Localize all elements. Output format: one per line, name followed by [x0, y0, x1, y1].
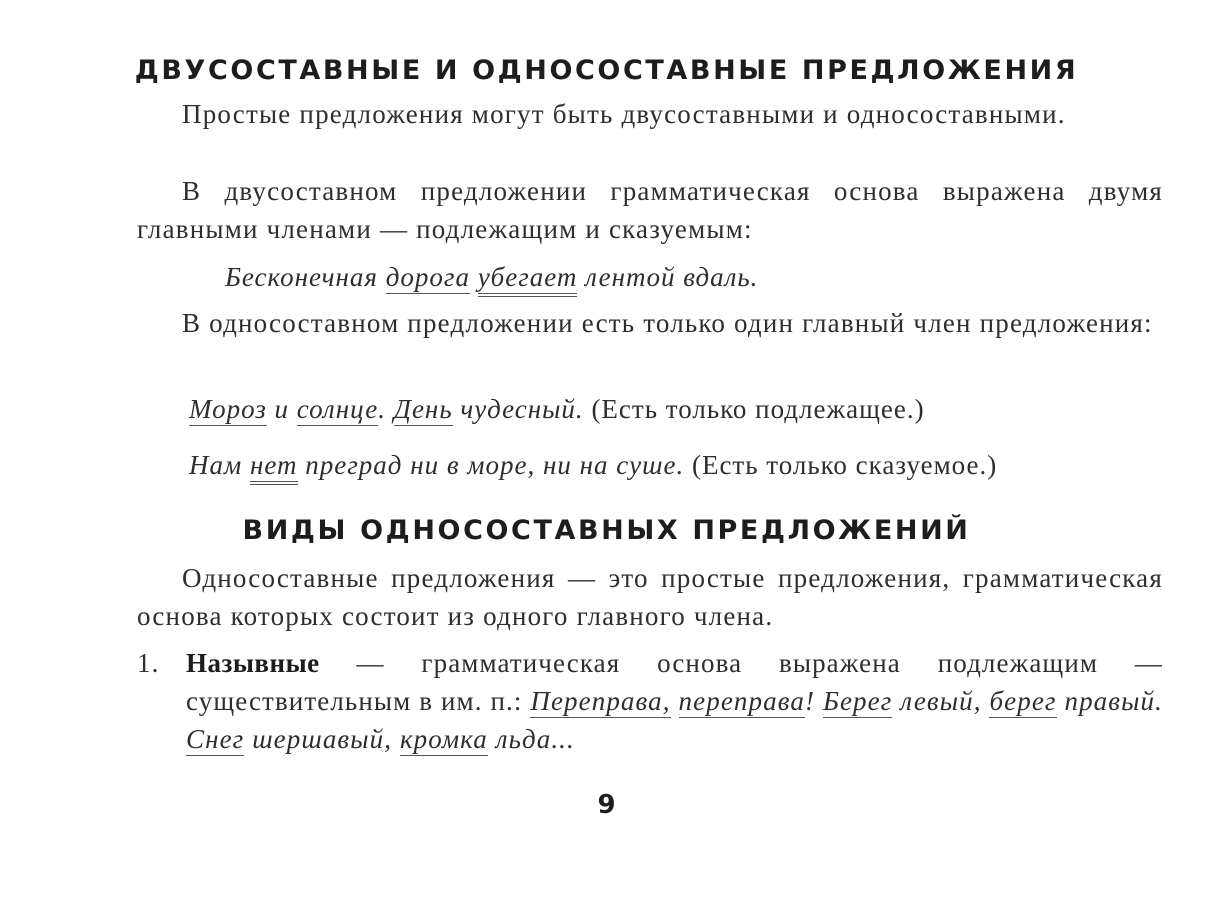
example-rest: лентой вдаль. — [585, 262, 759, 292]
subject-word: дорога — [385, 262, 470, 292]
paragraph-two-part: В двусоставном предложении грамматическая основа выражена двумя главными членами — подлежащим и сказуемым: — [137, 176, 1163, 244]
example-note: (Есть только сказуемое.) — [691, 450, 998, 480]
example-predicate-only — [189, 446, 997, 484]
subject-word: Мороз — [189, 394, 267, 424]
section-heading-2: ВИДЫ ОДНОСОСТАВНЫХ ПРЕДЛОЖЕНИЙ — [242, 515, 971, 546]
subject-word: День — [393, 394, 453, 424]
definition-text: — грамматическая основа выражена подлежащим — существительным в им. п.: — [186, 648, 1163, 716]
example-two-part — [225, 258, 758, 296]
example-word: льда... — [495, 724, 575, 754]
exclamation: ! — [804, 686, 816, 716]
list-item-nominative — [137, 644, 1163, 758]
list-body — [186, 644, 1163, 758]
example-subject: переправа — [678, 686, 805, 716]
term: Назывные — [186, 648, 320, 678]
page-number: 9 — [597, 790, 616, 820]
example-word: Бесконечная — [225, 262, 378, 292]
list-number: 1. — [137, 648, 160, 678]
example-word: правый. — [1064, 686, 1163, 716]
paragraph-intro: Простые предложения могут быть двусоставными и односоставными. — [182, 99, 1066, 129]
example-subject-only — [189, 390, 925, 428]
subject-word: солнце — [296, 394, 379, 424]
paragraph-one-part: В односоставном предложении есть только один главный член предложения: — [182, 308, 1153, 338]
example-word: шершавый, — [252, 724, 393, 754]
example-dot: . — [378, 394, 387, 424]
example-subject: кромка — [399, 724, 488, 754]
predicate-word: нет — [250, 450, 298, 485]
section-heading-1: ДВУСОСТАВНЫЕ И ОДНОСОСТАВНЫЕ ПРЕДЛОЖЕНИЯ — [134, 55, 1079, 86]
example-note: (Есть только подлежащее.) — [591, 394, 925, 424]
predicate-word: убегает — [478, 262, 578, 297]
example-rest: преград ни в море, ни на суше. — [305, 450, 685, 480]
example-subject: Снег — [186, 724, 245, 754]
example-word: левый, — [900, 686, 982, 716]
example-subject: Переправа, — [530, 686, 671, 716]
example-subject: берег — [989, 686, 1057, 716]
example-conjunction: и — [274, 394, 290, 424]
example-word: Нам — [189, 450, 243, 480]
paragraph-definition: Односоставные предложения — это простые предложения, грамматическая основа которых состоит из одного главного члена. — [137, 563, 1163, 631]
example-rest: чудесный. — [460, 394, 584, 424]
example-subject: Берег — [822, 686, 893, 716]
